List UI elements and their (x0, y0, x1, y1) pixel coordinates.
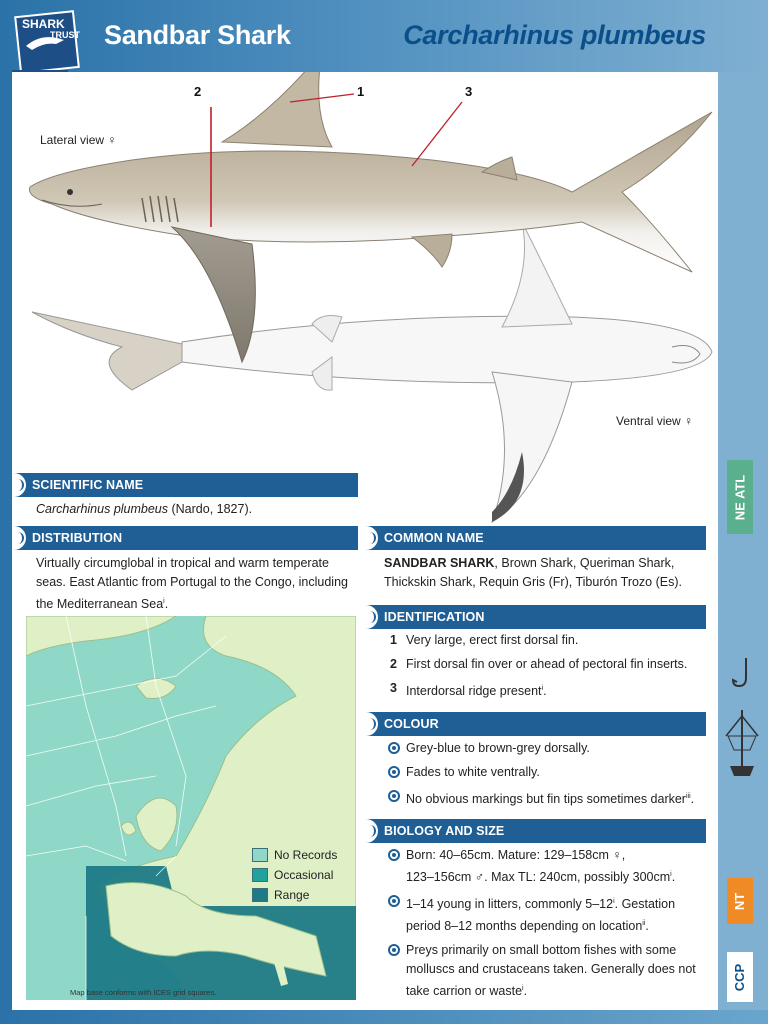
identification-item-3 (384, 679, 704, 701)
callout-number-2: 2 (194, 84, 202, 99)
biology-text-3c: take carrion or waste (406, 984, 523, 999)
legend-label-occasional: Occasional (274, 868, 334, 882)
colour-text-2: Fades to white ventrally. (406, 765, 540, 779)
identification-number-3: 3 (390, 681, 397, 695)
lateral-view-label: Lateral view ♀ (40, 133, 117, 147)
identification-ref-3: i (541, 685, 544, 692)
distribution-line2: seas. East Atlantic from Portugal to the Congo, including (36, 575, 348, 589)
scientific-title: Carcharhinus plumbeus (403, 20, 706, 50)
legend-swatch-occasional (252, 868, 268, 882)
biology-item-1 (384, 846, 706, 887)
shark-illustration (12, 72, 718, 532)
identification-list (384, 631, 704, 706)
status-tab (727, 878, 753, 924)
biology-text-2a2: . Gestation (614, 897, 676, 912)
logo-line1: SHARK (22, 17, 65, 31)
bullet-icon (388, 944, 400, 956)
lateral-view-shark (29, 72, 712, 362)
biology-heading: BIOLOGY AND SIZE (366, 819, 706, 843)
distribution-end: . (164, 597, 169, 612)
biology-item-2 (384, 892, 706, 936)
map-legend (252, 846, 337, 906)
page-header (0, 0, 768, 72)
biology-end-2: . (645, 919, 649, 934)
colour-text-3: No obvious markings but fin tips sometimes darker (406, 792, 686, 807)
biology-ref-3: i (522, 985, 524, 993)
region-tab-label: NE ATL (732, 474, 748, 520)
common-name-primary: SANDBAR SHARK (384, 556, 495, 570)
biology-end-1: . (671, 870, 676, 885)
status-tab-label: NT (732, 892, 748, 910)
shark-drawing (12, 72, 718, 532)
distribution-line1: Virtually circumglobal in tropical and warm temperate (36, 556, 329, 570)
callout-number-3: 3 (465, 84, 473, 99)
biology-text-1a: Born: 40–65cm. Mature: 129–158cm ♀, (406, 848, 626, 862)
biology-item-3 (384, 941, 706, 1001)
legend-no-records (252, 846, 337, 866)
identification-number-2: 2 (390, 657, 397, 671)
colour-item-3 (384, 787, 704, 809)
distribution-line3: the Mediterranean Sea (36, 597, 164, 612)
biology-ref-2b: ii (642, 920, 646, 928)
distribution-map (26, 616, 356, 1000)
common-name-text (384, 554, 704, 592)
identification-end-3: . (543, 684, 547, 699)
biology-list (384, 846, 706, 1007)
page-title: Sandbar Shark (104, 20, 291, 50)
colour-text-1: Grey-blue to brown-grey dorsally. (406, 741, 590, 755)
biology-text-2b: period 8–12 months depending on location (406, 919, 643, 934)
legend-swatch-no-records (252, 848, 268, 862)
map-note: Map base conforms with ICES grid squares. (70, 988, 217, 997)
biology-text-1b: 123–156cm ♂. Max TL: 240cm, possibly 300cm (406, 870, 671, 885)
scientific-name-text (36, 500, 356, 519)
callout-line-3 (412, 102, 462, 166)
biology-ref-2a: i (613, 898, 615, 906)
bullet-icon (388, 766, 400, 778)
distribution-ref: i (163, 598, 165, 605)
identification-heading: IDENTIFICATION (366, 605, 706, 629)
side-strip (718, 72, 768, 1010)
bullet-icon (388, 790, 400, 802)
biology-end-3: . (523, 984, 528, 999)
legend-occasional (252, 866, 337, 886)
colour-heading: COLOUR (366, 712, 706, 736)
biology-text-3a: Preys primarily on small bottom fishes with some (406, 943, 677, 958)
colour-item-1 (384, 739, 704, 758)
distribution-heading: DISTRIBUTION (14, 526, 358, 550)
common-name-rest1: , Brown Shark, Queriman Shark, (494, 556, 675, 570)
bullet-icon (388, 742, 400, 754)
callout-number-1: 1 (357, 84, 365, 99)
logo-line2: TRUST (50, 30, 80, 40)
identification-text-1: Very large, erect first dorsal fin. (406, 633, 579, 647)
identification-item-2 (384, 655, 704, 674)
colour-item-2 (384, 763, 704, 782)
colour-ref-3: iii (685, 793, 691, 800)
colour-list (384, 739, 704, 814)
scientific-name-species: Carcharhinus plumbeus (36, 502, 169, 516)
common-name-heading: COMMON NAME (366, 526, 706, 550)
identification-text-3: Interdorsal ridge present (406, 684, 542, 699)
fishing-hook-icon (728, 656, 758, 690)
biology-text-2a: 1–14 young in litters, commonly 5–12 (406, 897, 614, 912)
legend-swatch-range (252, 888, 268, 902)
biology-ref-1: i (670, 871, 672, 878)
identification-text-2: First dorsal fin over or ahead of pectoral fin inserts. (406, 657, 688, 671)
region-tab (727, 460, 753, 534)
identification-item-1 (384, 631, 704, 650)
biology-text-3b: molluscs and crustaceans taken. Generally does not (406, 962, 696, 977)
common-name-rest2: Thickskin Shark, Requin Gris (Fr), Tiburón Trozo (Es). (384, 575, 682, 589)
legend-label-no-records: No Records (274, 848, 338, 862)
legend-label-range: Range (274, 888, 310, 902)
ccp-tab (727, 952, 753, 1002)
colour-end-3: . (690, 792, 695, 807)
ventral-view-label: Ventral view ♀ (616, 414, 694, 428)
bullet-icon (388, 849, 400, 861)
distribution-text (36, 554, 356, 614)
scientific-name-authority: (Nardo, 1827). (168, 502, 253, 516)
scientific-name-heading: SCIENTIFIC NAME (14, 473, 358, 497)
bottom-bar (0, 1010, 768, 1024)
map-graphic (26, 616, 356, 1000)
legend-range (252, 886, 337, 906)
ccp-tab-label: CCP (732, 963, 748, 991)
fishing-boat-icon (720, 706, 764, 782)
bullet-icon (388, 895, 400, 907)
identification-number-1: 1 (390, 633, 397, 647)
